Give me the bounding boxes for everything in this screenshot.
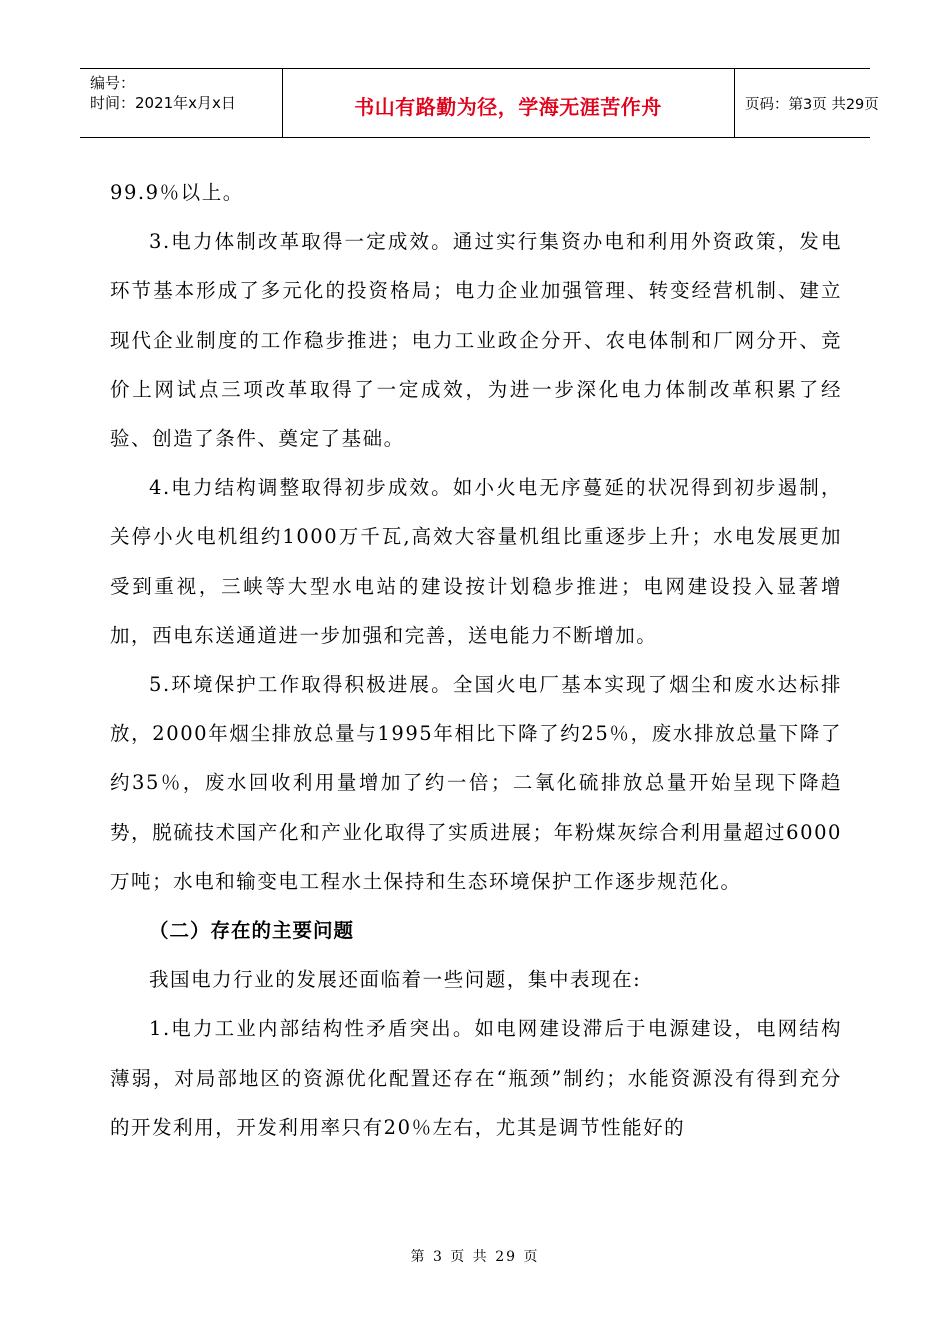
- header-right-cell: [735, 69, 879, 137]
- paragraph: 1.电力工业内部结构性矛盾突出。如电网建设滞后于电源建设，电网结构薄弱，对局部地区的资源优化配置还存在“瓶颈”制约；水能资源没有得到充分的开发利用，开发利用率只有20％左右，尤其是调节性能好的: [110, 1017, 842, 1139]
- document-body: [110, 168, 842, 1152]
- section-heading: （二）存在的主要问题: [149, 919, 355, 943]
- paragraph: 3.电力体制改革取得一定成效。通过实行集资办电和利用外资政策，发电环节基本形成了多元化的投资格局；电力企业加强管理、转变经营机制、建立现代企业制度的工作稳步推进；电力工业政企分开、农电体制和厂网分开、竞价上网试点三项改革取得了一定成效，为进一步深化电力体制改革积累了经验、创造了条件、奠定了基础。: [110, 230, 842, 451]
- number-label: 编号：: [90, 74, 136, 92]
- paragraph: 我国电力行业的发展还面临着一些问题，集中表现在:: [149, 968, 642, 992]
- time-label: 时间：2021年x月x日: [90, 94, 236, 112]
- header-motto: 书山有路勤为径，学海无涯苦作舟: [354, 95, 662, 119]
- paragraph: 5.环境保护工作取得积极进展。全国火电厂基本实现了烟尘和废水达标排放，2000年烟尘排放总量与1995年相比下降了约25％，废水排放总量下降了约35％，废水回收利用量增加了约一倍；二氧化硫排放总量开始呈现下降趋势，脱硫技术国产化和产业化取得了实质进展；年粉煤灰综合利用量超过6000万吨；水电和输变电工程水土保持和生态环境保护工作逐步规范化。: [110, 673, 842, 893]
- header-middle-cell: [282, 69, 735, 137]
- paragraph: 99.9％以上。: [110, 181, 244, 204]
- page-footer: 第 3 页 共 29 页: [410, 1249, 540, 1265]
- header-page-info: 页码：第3页 共29页: [745, 97, 879, 113]
- header-left-cell: [80, 69, 283, 137]
- paragraph: 4.电力结构调整取得初步成效。如小火电无序蔓延的状况得到初步遏制，关停小火电机组约1000万千瓦,高效大容量机组比重逐步上升；水电发展更加受到重视，三峡等大型水电站的建设按计划稳步推进；电网建设投入显著增加，西电东送通道进一步加强和完善，送电能力不断增加。: [110, 476, 842, 647]
- document-header: [80, 68, 879, 138]
